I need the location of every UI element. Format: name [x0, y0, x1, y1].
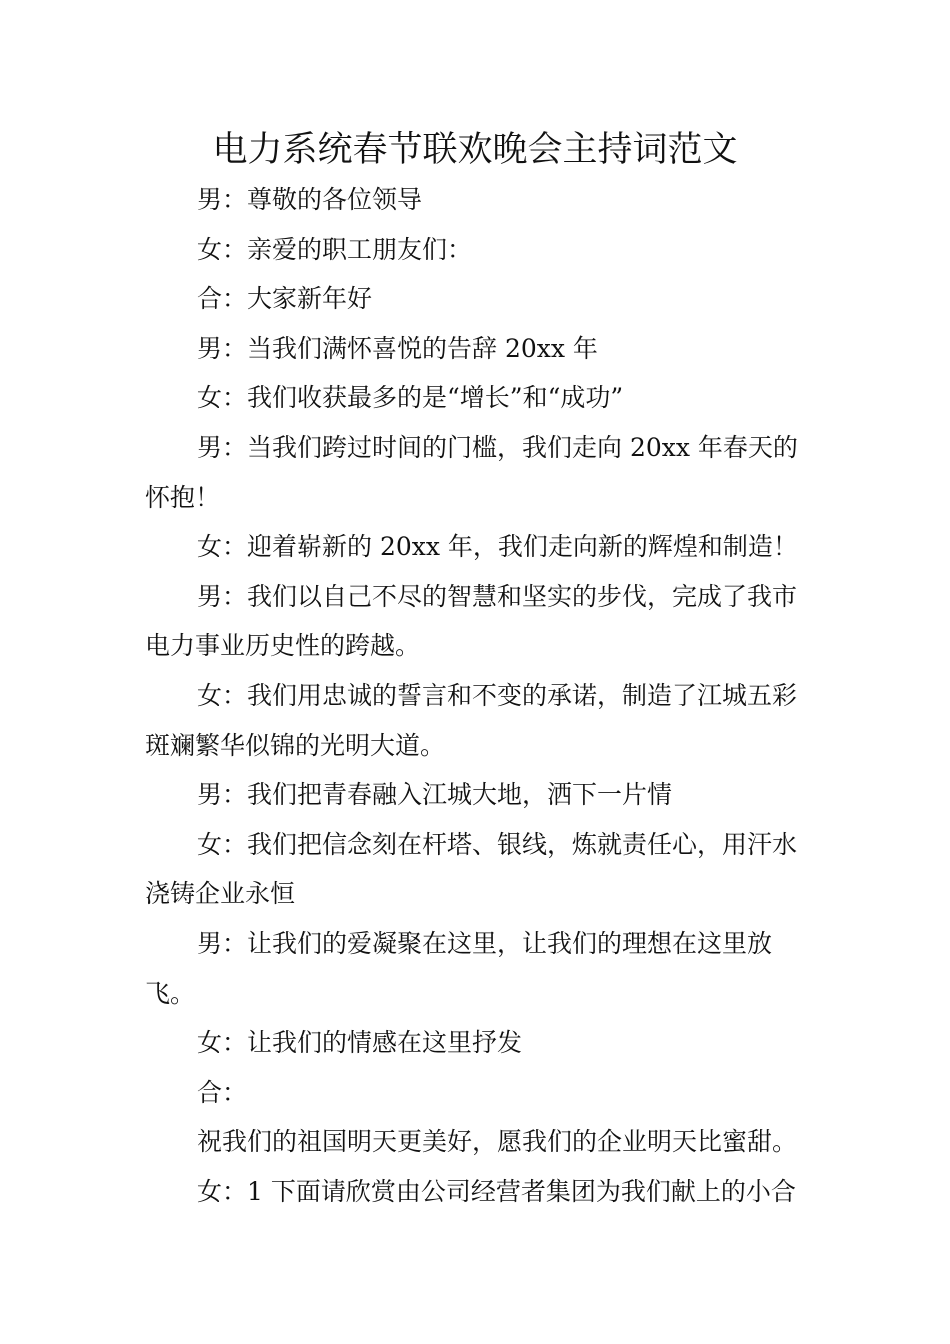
paragraph-7: 女：迎着崭新的 20xx 年，我们走向新的辉煌和制造！ — [197, 532, 798, 562]
paragraph-10: 男：我们把青春融入江城大地，洒下一片情 — [197, 780, 673, 810]
paragraph-15: 祝我们的祖国明天更美好，愿我们的企业明天比蜜甜。 — [197, 1127, 798, 1157]
paragraph-2: 女：亲爱的职工朋友们： — [197, 234, 473, 264]
paragraph-8: 男：我们以自己不尽的智慧和坚实的步伐，完成了我市电力事业历史性的跨越。 — [145, 581, 798, 661]
document-body — [145, 175, 810, 1216]
paragraph-13: 女：让我们的情感在这里抒发 — [197, 1028, 523, 1058]
paragraph-11: 女：我们把信念刻在杆塔、银线，炼就责任心，用汗水浇铸企业永恒 — [145, 829, 798, 909]
paragraph-9: 女：我们用忠诚的誓言和不变的承诺，制造了江城五彩斑斓繁华似锦的光明大道。 — [145, 680, 798, 760]
paragraph-3: 合：大家新年好 — [197, 284, 373, 314]
paragraph-14: 合： — [197, 1077, 248, 1107]
document-title: 电力系统春节联欢晚会主持词范文 — [212, 130, 738, 170]
paragraph-5: 女：我们收获最多的是“增长”和“成功” — [197, 383, 624, 413]
paragraph-1: 男：尊敬的各位领导 — [197, 185, 423, 214]
paragraph-16: 女：1 下面请欣赏由公司经营者集团为我们献上的小合 — [197, 1176, 796, 1206]
paragraph-12: 男：让我们的爱凝聚在这里，让我们的理想在这里放飞。 — [145, 928, 773, 1008]
paragraph-6: 男：当我们跨过时间的门槛，我们走向 20xx 年春天的怀抱！ — [145, 432, 798, 512]
paragraph-4: 男：当我们满怀喜悦的告辞 20xx 年 — [197, 333, 598, 363]
